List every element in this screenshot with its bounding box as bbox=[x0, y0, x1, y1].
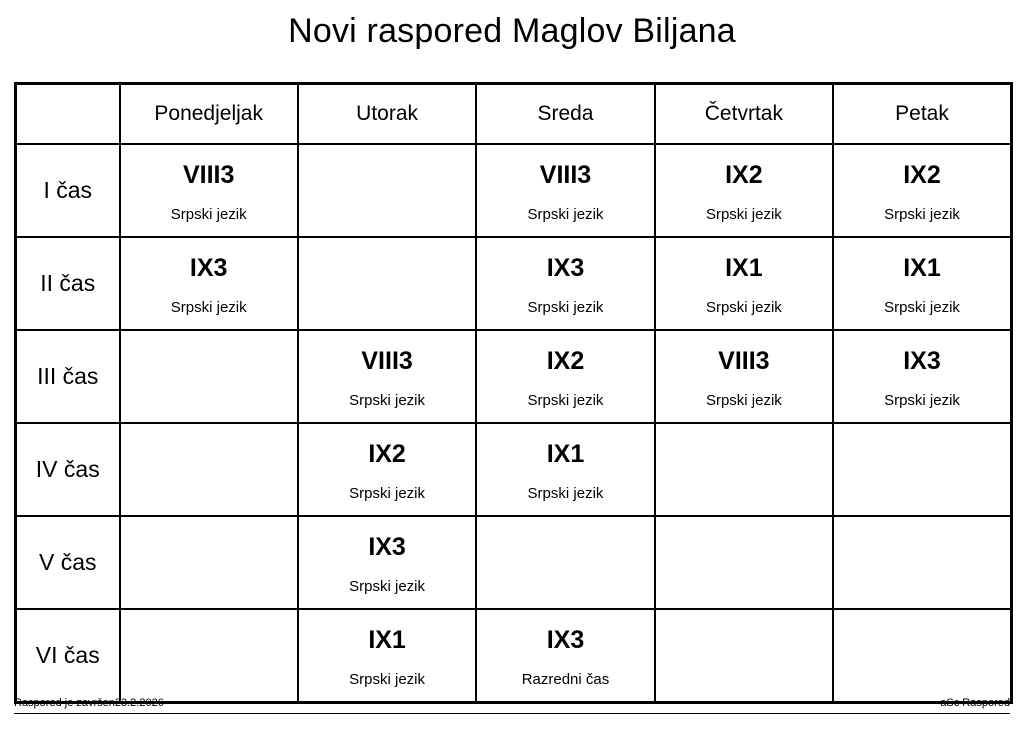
timetable bbox=[14, 82, 1013, 704]
lesson-subject: Srpski jezik bbox=[170, 206, 247, 224]
lesson-subject: Srpski jezik bbox=[884, 206, 960, 224]
lesson-subject: Srpski jezik bbox=[349, 392, 426, 410]
lesson bbox=[121, 517, 297, 608]
lesson-class: VIII3 bbox=[361, 347, 413, 375]
cell-wed-6 bbox=[476, 609, 654, 703]
lesson bbox=[121, 145, 297, 236]
lesson-class: VIII3 bbox=[718, 347, 770, 375]
lesson-subject: Srpski jezik bbox=[884, 392, 960, 410]
lesson-class: IX3 bbox=[189, 254, 228, 282]
cell-thu-4 bbox=[655, 423, 833, 516]
lesson-class: VIII3 bbox=[182, 161, 235, 189]
cell-fri-4 bbox=[833, 423, 1011, 516]
lesson-subject: Srpski jezik bbox=[527, 392, 604, 410]
cell-tue-1 bbox=[298, 144, 476, 237]
table-row bbox=[16, 423, 1012, 516]
header-row bbox=[16, 84, 1012, 145]
cell-wed-3 bbox=[476, 330, 654, 423]
cell-wed-4 bbox=[476, 423, 654, 516]
lesson bbox=[121, 424, 297, 515]
lesson-class: IX1 bbox=[546, 440, 585, 468]
day-header-thursday: Četvrtak bbox=[655, 84, 833, 145]
lesson-class: IX2 bbox=[368, 440, 406, 468]
lesson-class: IX3 bbox=[368, 533, 406, 561]
lesson bbox=[834, 517, 1010, 608]
lesson bbox=[834, 331, 1010, 422]
period-label-5: V čas bbox=[16, 516, 120, 609]
cell-fri-5 bbox=[833, 516, 1011, 609]
lesson-subject: Srpski jezik bbox=[170, 299, 247, 317]
table-row bbox=[16, 237, 1012, 330]
lesson bbox=[477, 238, 653, 329]
lesson-class: VIII3 bbox=[539, 161, 592, 189]
lesson-class: IX3 bbox=[903, 347, 941, 375]
cell-tue-3 bbox=[298, 330, 476, 423]
lesson bbox=[121, 238, 297, 329]
lesson bbox=[477, 424, 653, 515]
lesson-subject: Srpski jezik bbox=[349, 671, 426, 689]
day-header-monday: Ponedjeljak bbox=[120, 84, 298, 145]
lesson bbox=[834, 145, 1010, 236]
timetable-body bbox=[16, 144, 1012, 703]
corner-header bbox=[16, 84, 120, 145]
cell-thu-6 bbox=[655, 609, 833, 703]
lesson-subject: Srpski jezik bbox=[705, 299, 782, 317]
day-header-tuesday: Utorak bbox=[298, 84, 476, 145]
cell-thu-5 bbox=[655, 516, 833, 609]
lesson bbox=[477, 517, 653, 608]
period-label-4: IV čas bbox=[16, 423, 120, 516]
lesson bbox=[834, 424, 1010, 515]
lesson-subject: Srpski jezik bbox=[705, 392, 782, 410]
timetable-page bbox=[0, 11, 1024, 735]
cell-tue-6 bbox=[298, 609, 476, 703]
cell-mon-5 bbox=[120, 516, 298, 609]
lesson-subject: Srpski jezik bbox=[884, 299, 960, 317]
table-row bbox=[16, 609, 1012, 703]
lesson-subject: Srpski jezik bbox=[349, 485, 426, 503]
cell-fri-1 bbox=[833, 144, 1011, 237]
period-label-6: VI čas bbox=[16, 609, 120, 703]
cell-mon-2 bbox=[120, 237, 298, 330]
lesson bbox=[121, 610, 297, 701]
lesson bbox=[656, 610, 832, 701]
page-footer bbox=[14, 697, 1010, 717]
period-label-3: III čas bbox=[16, 330, 120, 423]
footer-right-text: aSc Raspored bbox=[940, 697, 1010, 709]
cell-mon-3 bbox=[120, 330, 298, 423]
cell-fri-3 bbox=[833, 330, 1011, 423]
lesson bbox=[477, 331, 653, 422]
lesson-class: IX1 bbox=[725, 254, 763, 282]
lesson bbox=[656, 331, 832, 422]
page-title: Novi raspored Maglov Biljana bbox=[288, 12, 736, 50]
footer-left-text: Raspored je završen23.2.2026 bbox=[14, 697, 164, 709]
lesson-class: IX2 bbox=[725, 161, 763, 189]
cell-thu-1 bbox=[655, 144, 833, 237]
cell-fri-2 bbox=[833, 237, 1011, 330]
cell-wed-1 bbox=[476, 144, 654, 237]
lesson-class: IX3 bbox=[546, 254, 585, 282]
lesson bbox=[299, 331, 475, 422]
table-row bbox=[16, 516, 1012, 609]
period-label-2: II čas bbox=[16, 237, 120, 330]
lesson bbox=[477, 610, 653, 701]
cell-tue-2 bbox=[298, 237, 476, 330]
lesson bbox=[299, 238, 475, 329]
lesson-subject: Srpski jezik bbox=[527, 299, 604, 317]
cell-mon-6 bbox=[120, 609, 298, 703]
cell-wed-2 bbox=[476, 237, 654, 330]
lesson bbox=[299, 610, 475, 701]
lesson-class: IX2 bbox=[546, 347, 585, 375]
cell-tue-5 bbox=[298, 516, 476, 609]
lesson bbox=[656, 238, 832, 329]
lesson bbox=[834, 610, 1010, 701]
table-row bbox=[16, 330, 1012, 423]
cell-tue-4 bbox=[298, 423, 476, 516]
lesson bbox=[299, 145, 475, 236]
table-row bbox=[16, 144, 1012, 237]
timetable-head bbox=[16, 84, 1012, 145]
lesson-subject: Srpski jezik bbox=[349, 578, 426, 596]
lesson bbox=[656, 145, 832, 236]
lesson-subject: Srpski jezik bbox=[527, 206, 604, 224]
day-header-friday: Petak bbox=[833, 84, 1011, 145]
lesson-class: IX1 bbox=[903, 254, 941, 282]
lesson bbox=[656, 517, 832, 608]
cell-mon-4 bbox=[120, 423, 298, 516]
timetable-container bbox=[14, 82, 1010, 704]
lesson-subject: Srpski jezik bbox=[527, 485, 604, 503]
lesson-class: IX1 bbox=[368, 626, 406, 654]
period-label-1: I čas bbox=[16, 144, 120, 237]
cell-mon-1 bbox=[120, 144, 298, 237]
cell-thu-3 bbox=[655, 330, 833, 423]
lesson bbox=[121, 331, 297, 422]
lesson-subject: Razredni čas bbox=[521, 671, 610, 689]
lesson bbox=[834, 238, 1010, 329]
cell-wed-5 bbox=[476, 516, 654, 609]
lesson bbox=[656, 424, 832, 515]
lesson-subject: Srpski jezik bbox=[705, 206, 782, 224]
lesson bbox=[477, 145, 653, 236]
day-header-wednesday: Sreda bbox=[476, 84, 654, 145]
lesson bbox=[299, 517, 475, 608]
footer-divider bbox=[14, 713, 1010, 714]
cell-fri-6 bbox=[833, 609, 1011, 703]
cell-thu-2 bbox=[655, 237, 833, 330]
lesson-class: IX3 bbox=[546, 626, 585, 654]
lesson-class: IX2 bbox=[903, 161, 941, 189]
lesson bbox=[299, 424, 475, 515]
